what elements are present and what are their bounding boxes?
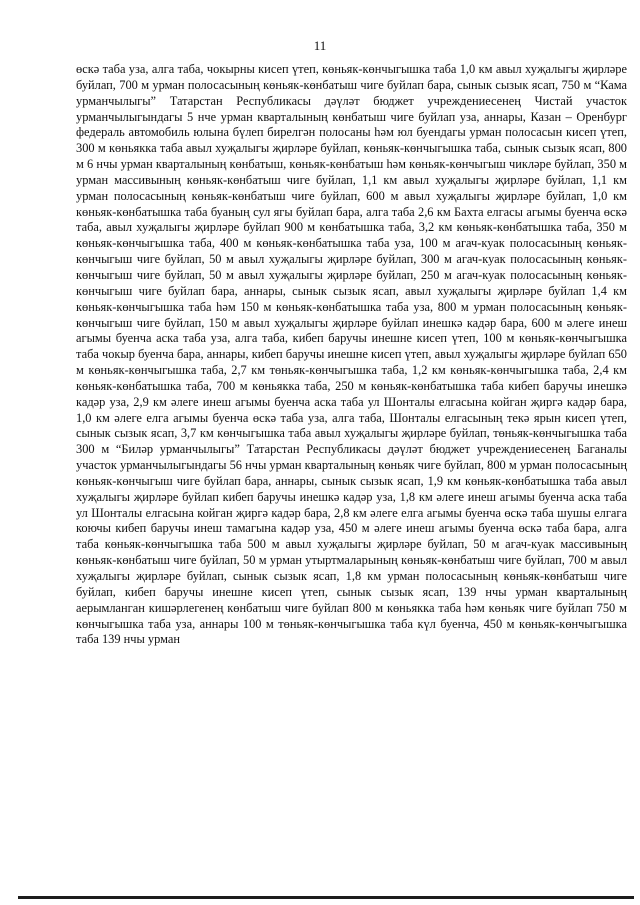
scan-edge-line — [18, 896, 634, 899]
body-text: өскә таба уза, алга таба, чокырны кисеп үтеп, көньяк-көнчыгышка таба 1,0 км авыл хуҗалыгы җирләре буйлап, 700 м урман полосасының көньяк-көнбатыш чиге буйлап бара, сынык сызык ясап, 750 м “Кама урманчылыгы” Татарстан Республикасы дәүләт бюджет учреждениесенең Чистай участок урманчылыгындагы 5 нче урман кварталының көнбатыш чиге буйлап уза, аннары, Казан – Оренбург федераль автомобиль юлына бүлеп бирелгән полосаны һәм юл буендагы урман полосасын кисеп үтеп, 300 м көньякка таба авыл хуҗалыгы җирләре буйлап, көньяк-көнчыгышка таба, сынык сызык ясап, 800 м 6 нчы урман кварталының көнбатыш, көньяк-көнбатыш һәм көньяк-көнчыгыш чикләре буйлап, 350 м урман массивының көньяк-көнбатыш чиге буйлап, 1,1 км авыл хуҗалыгы җирләре буйлап, 1,1 км урман полосасының көньяк-көнбатыш чиге буйлап, 600 м авыл хуҗалыгы җирләре буйлап, 1,0 км көньяк-көнбатышка таба буаның сул ягы буйлап бара, алга таба 2,6 км Бахта елгасы агымы буенча өскә таба, авыл хуҗалыгы җирләре буйлап 900 м көнбатышка таба, 3,2 км көньяк-көнбатышка таба, 350 м көньяк-көнчыгышка таба, 400 м көньяк-көнбатышка таба уза, 100 м агач-куак полосасының көньяк-көнчыгыш чиге буйлап, 50 м авыл хуҗалыгы җирләре буйлап, 300 м агач-куак полосасының көньяк-көнчыгыш чиге буйлап, 50 м авыл хуҗалыгы җирләре буйлап, 250 м агач-куак полосасының көньяк-көнчыгыш чиге буйлап бара, аннары, сынык сызык ясап, авыл хуҗалыгы җирләре буйлап 1,4 км көньяк-көнчыгышка таба һәм 150 м көньяк-көнбатышка таба уза, 800 м урман полосасының көньяк-көнчыгыш чиге буйлап, 150 м авыл хуҗалыгы җирләре буйлап инешкә кадәр бара, 600 м әлеге инеш агымы буенча аска таба уза, алга таба, кибеп баручы инешне кисеп үтеп, 100 м көньяк-көнчыгышка таба чокыр буенча бара, аннары, кибеп баручы инешне кисеп үтеп, авыл хуҗалыгы җирләре буйлап 650 м көньяк-көнчыгышка таба, 2,7 км төньяк-көнчыгышка таба, 1,2 км көньяк-көнчыгышка таба, 2,4 км көньяк-көнбатышка таба, 700 м көньякка таба, 250 м көньяк-көнбатышка таба кибеп баручы инешкә кадәр уза, 2,9 км әлеге инеш агымы буенча аска таба ул Шонталы елгасына койган җиргә кадәр бара, 1,0 км әлеге елга агымы буенча өскә таба уза, алга таба, Шонталы елгасының текә ярын кисеп үтеп, сынык сызык ясап, 3,7 км көнчыгышка таба авыл хуҗалыгы җирләре буйлап, төньяк-көнчыгышка таба 300 м “Биләр урманчылыгы” Татарстан Республикасы дәүләт бюджет учреждениесенең Баганалы участок урманчылыгындагы 56 нчы урман кварталының көньяк чиге буйлап, 800 м урман полосасының көньяк-көнчыгыш чиге буйлап бара, аннары, сынык сызык ясап, 1,9 км көньяк-көнбатышка таба авыл хуҗалыгы җирләре буйлап кибеп баручы инешкә кадәр уза, 1,8 км әлеге инеш агымы буенча аска таба ул Шонталы елгасына койган җиргә кадәр бара, 2,8 км әлеге елга агымы буенча өскә таба шушы елгага коючы кибеп баручы инеш тамагына кадәр уза, 450 м әлеге инеш агымы буенча өскә таба бара, алга таба көньяк-көнчыгышка таба 500 м авыл хуҗалыгы җирләре буйлап, 50 м агач-куак массивының көньяк-көнбатыш чиге буйлап, 50 м урман утыртмаларының көньяк-көнбатыш чиге буйлап, 700 м авыл хуҗалыгы җирләре буйлап, сынык сызык ясап, 1,8 км урман полосасының көньяк-көнбатыш чиге буйлап, кибеп баручы инешне кисеп үтеп, сынык сызык ясап, 139 нчы урман кварталының аерымланган кишәрлегенең көнбатыш чиге буйлап 800 м көньякка таба һәм көньяк чиге буйлап 750 м көнчыгышка таба уза, аннары 100 м төньяк-көнчыгышка таба күл буенча, 450 м көньяк-көнчыгышка таба 139 нчы урман — [76, 62, 627, 647]
page-number: 11 — [313, 38, 327, 53]
